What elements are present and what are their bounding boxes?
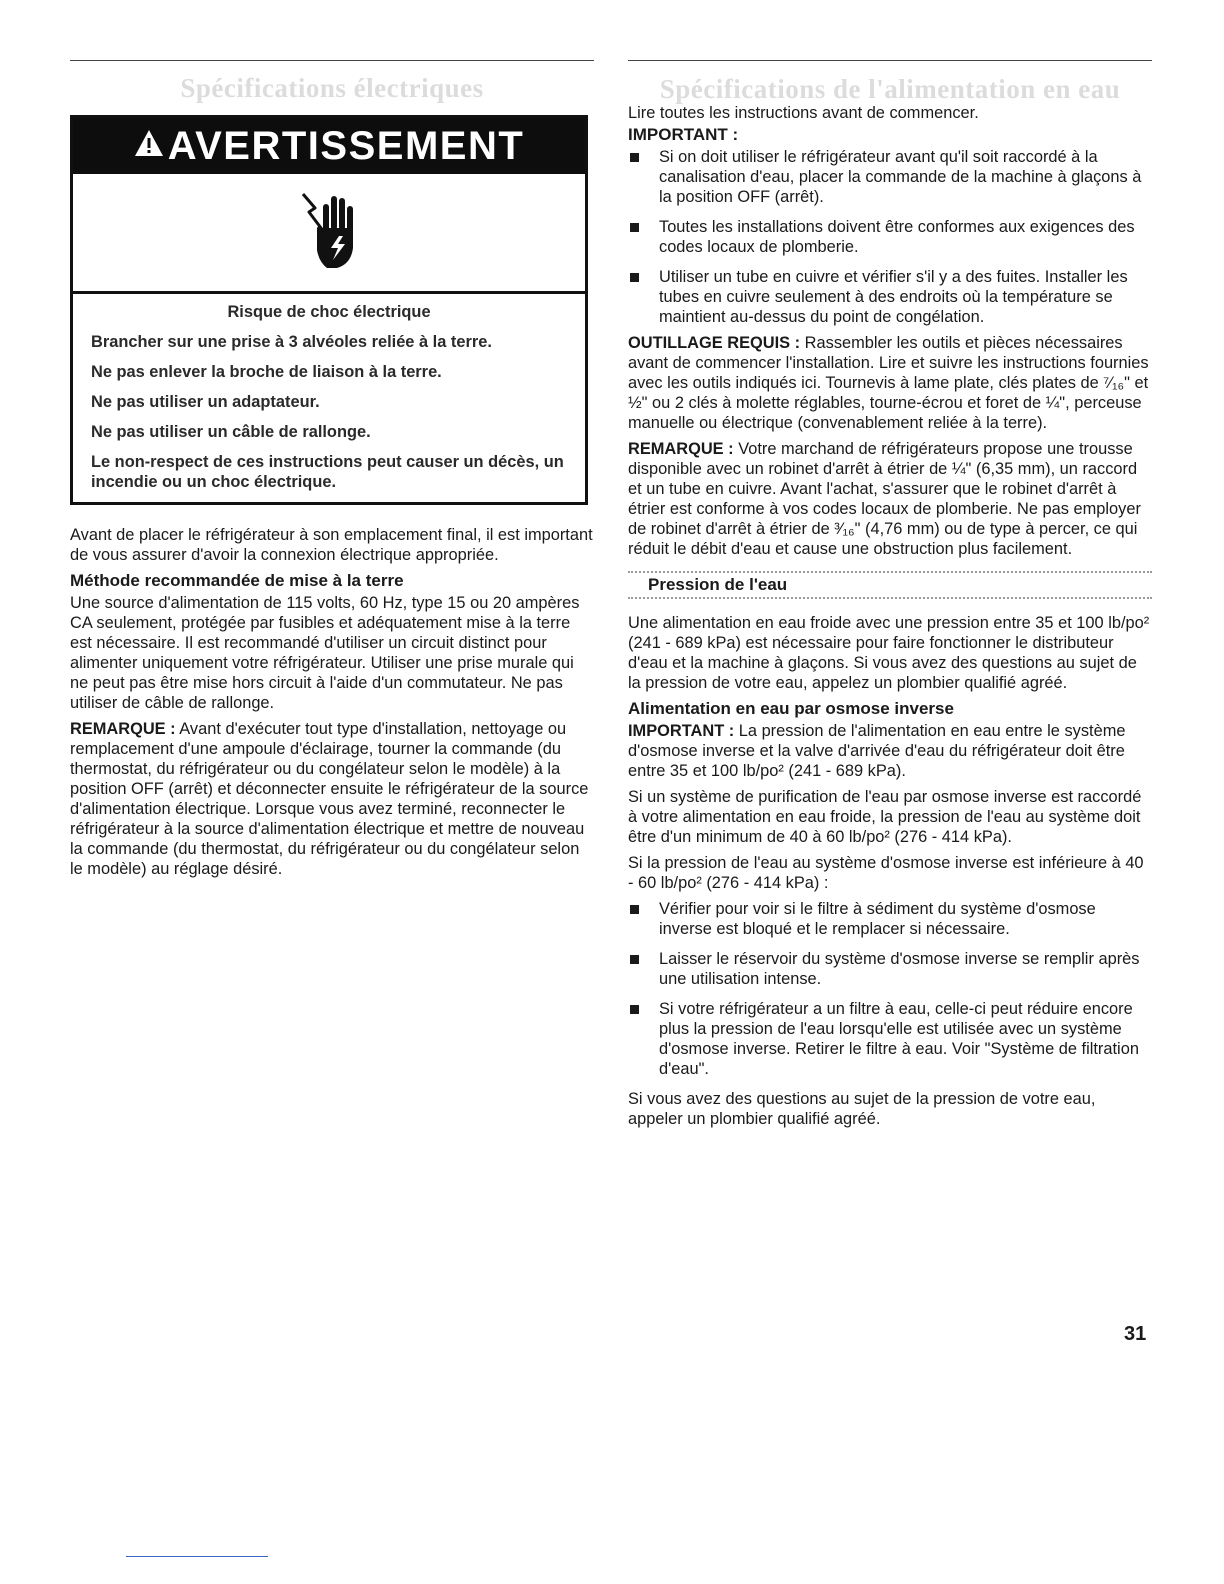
electric-shock-hand-icon xyxy=(297,188,361,277)
right-column xyxy=(628,60,1152,1135)
important-list xyxy=(628,147,1152,327)
list-item: Vérifier pour voir si le filtre à sédiment du système d'osmose inverse est bloqué et le remplacer si nécessaire. xyxy=(628,899,1152,939)
pressure-heading: Pression de l'eau xyxy=(648,575,788,594)
warning-line: Ne pas enlever la broche de liaison à la terre. xyxy=(91,363,442,381)
warning-line: Ne pas utiliser un câble de rallonge. xyxy=(91,423,371,441)
warning-line: Le non-respect de ces instructions peut causer un décès, un incendie ou un choc électrique. xyxy=(91,453,564,491)
footer-rule xyxy=(126,1556,268,1557)
warning-body xyxy=(73,294,585,502)
remark-text: Votre marchand de réfrigérateurs propose une trousse disponible avec un robinet d'arrêt à étrier de ¼" (6,35 mm), un raccord et un tube en cuivre. Avant l'achat, s'assurer que le robinet d'arrêt à étrier est conforme à vos codes locaux de plomberie. Ne pas employer de robinet d'arrêt à étrier de ³⁄₁₆" (4,76 mm) ou de type à percer, ce qui réduit le débit d'eau et cause une obstruction plus facilement. xyxy=(628,440,1141,558)
list-item: Si votre réfrigérateur a un filtre à eau, celle-ci peut réduire encore plus la pression de l'eau lorsqu'elle est utilisée avec un système d'osmose inverse. Retirer le filtre à eau. Voir "Système de filtration d'eau". xyxy=(628,999,1152,1079)
pressure-paragraph: Une alimentation en eau froide avec une pression entre 35 et 100 lb/po² (241 - 689 kPa) est nécessaire pour faire fonctionner le distributeur d'eau et la machine à glaçons. Si vous avez des questions au sujet de la pression de votre eau, appelez un plombier qualifié agréé. xyxy=(628,614,1150,692)
warning-line: Ne pas utiliser un adaptateur. xyxy=(91,393,320,411)
tools-label: OUTILLAGE REQUIS : xyxy=(628,334,801,352)
ro-paragraph-2: Si la pression de l'eau au système d'osmose inverse est inférieure à 40 - 60 lb/po² (276 - 414 kPa) : xyxy=(628,854,1144,892)
ro-important-text: La pression de l'alimentation en eau entre le système d'osmose inverse et la valve d'arrivée d'eau du réfrigérateur doit être entre 35 et 100 lb/po² (241 - 689 kPa). xyxy=(628,722,1126,780)
page-number: 31 xyxy=(1124,1323,1147,1345)
warning-box xyxy=(70,115,588,505)
note-text: Avant d'exécuter tout type d'installation, nettoyage ou remplacement d'une ampoule d'éclairage, tourner la commande (du thermostat, du réfrigérateur ou du congélateur selon le modèle) à la position OFF (arrêt) et déconnecter ensuite le réfrigérateur de la source d'alimentation électrique. Lorsque vous avez terminé, reconnecter le réfrigérateur à la source d'alimentation électrique et mettre de nouveau la commande (du thermostat, du réfrigérateur ou du congélateur selon le modèle) au réglage désiré. xyxy=(70,720,589,878)
note-label: REMARQUE : xyxy=(70,720,176,738)
tools-text: Rassembler les outils et pièces nécessaires avant de commencer l'installation. Lire et suivre les instructions fournies avec les outils indiqués ici. Tournevis à lame plate, clés plates de ⁷⁄₁₆" et ½" ou 2 clés à molette réglables, tourne-écrou et foret de ¼", perceuse manuelle ou électrique (convenablement reliée à la terre). xyxy=(628,334,1149,432)
warning-line: Risque de choc électrique xyxy=(227,303,431,321)
ro-important-paragraph xyxy=(628,721,1152,781)
grounding-paragraph: Une source d'alimentation de 115 volts, 60 Hz, type 15 ou 20 ampères CA seulement, protégée par fusibles et adéquatement mise à la terre est nécessaire. Il est recommandé d'utiliser un circuit distinct pour alimenter uniquement votre réfrigérateur. Utiliser une prise murale qui ne peut pas être mise hors circuit à l'aide d'un commutateur. Ne pas utiliser de câble de rallonge. xyxy=(70,594,580,712)
list-item: Toutes les installations doivent être conformes aux exigences des codes locaux de plomberie. xyxy=(628,217,1152,257)
read-first-text: Lire toutes les instructions avant de commencer. xyxy=(628,104,979,122)
ro-paragraph-1: Si un système de purification de l'eau par osmose inverse est raccordé à votre alimentation en eau froide, la pression de l'eau au système doit être d'un minimum de 40 à 60 lb/po² (276 - 414 kPa). xyxy=(628,788,1142,846)
grounding-heading: Méthode recommandée de mise à la terre xyxy=(70,571,404,590)
warning-line: Brancher sur une prise à 3 alvéoles reliée à la terre. xyxy=(91,333,492,351)
list-item: Laisser le réservoir du système d'osmose inverse se remplir après une utilisation intense. xyxy=(628,949,1152,989)
left-column xyxy=(70,60,594,885)
ro-heading: Alimentation en eau par osmose inverse xyxy=(628,699,954,718)
note-paragraph xyxy=(70,719,594,879)
ro-list xyxy=(628,899,1152,1079)
warning-title: AVERTISSEMENT xyxy=(167,124,525,168)
section-title-electrical: Spécifications électriques xyxy=(180,73,484,103)
ro-important-label: IMPORTANT : xyxy=(628,722,735,740)
warning-triangle-icon xyxy=(134,116,164,172)
warning-icon-area xyxy=(73,174,585,294)
section-title-water: Spécifications de l'alimentation en eau xyxy=(659,74,1121,104)
top-divider xyxy=(70,60,594,61)
list-item: Utiliser un tube en cuivre et vérifier s'il y a des fuites. Installer les tubes en cuivre seulement à des endroits où la température se maintient au-dessus du point de congélation. xyxy=(628,267,1152,327)
dotted-divider xyxy=(628,597,1152,599)
top-divider xyxy=(628,60,1152,61)
intro-paragraph: Avant de placer le réfrigérateur à son emplacement final, il est important de vous assurer d'avoir la connexion électrique appropriée. xyxy=(70,526,593,564)
warning-header xyxy=(73,118,585,174)
tools-paragraph xyxy=(628,333,1152,433)
closing-paragraph: Si vous avez des questions au sujet de la pression de votre eau, appeler un plombier qualifié agréé. xyxy=(628,1090,1096,1128)
remark-paragraph xyxy=(628,439,1152,559)
important-label: IMPORTANT : xyxy=(628,125,739,144)
remark-label: REMARQUE : xyxy=(628,440,734,458)
list-item: Si on doit utiliser le réfrigérateur avant qu'il soit raccordé à la canalisation d'eau, placer la commande de la machine à glaçons à la position OFF (arrêt). xyxy=(628,147,1152,207)
